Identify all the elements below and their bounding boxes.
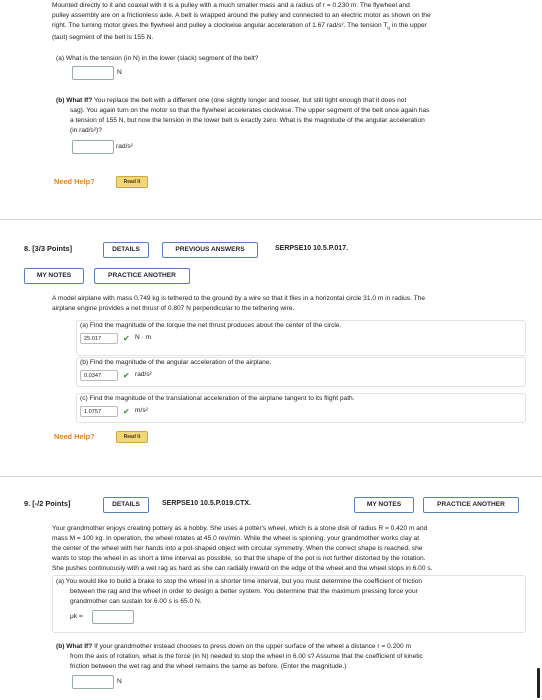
q9-part-a-prompt: (a) You would like to build a brake to stop the wheel in a shorter time interval, but you must determine the coefficient of friction between the rag and the wheel in order to design a better system. You determine that the maximum pressing force your grandmother can sustain for 6.00 s is 65.0 N. [56,578,423,605]
q8-source-id: SERPSE10 10.5.P.017. [275,245,349,252]
q9-details-button[interactable]: DETAILS [103,497,149,513]
q9-part-b-input[interactable] [72,675,114,689]
q8-part-b-prompt: (b) Find the magnitude of the angular acceleration of the airplane. [80,359,272,366]
q8-header: 8. [3/3 Points] [24,244,73,253]
q7-part-a-unit: N [117,69,122,76]
scrollbar-thumb[interactable] [537,668,540,698]
q8-practice-another-button[interactable]: PRACTICE ANOTHER [94,268,190,284]
q8-part-b-unit: rad/s² [135,371,152,378]
separator [0,219,542,220]
q7-need-help: Need Help? [54,177,95,186]
q7-part-a-input[interactable] [72,66,114,80]
q7-part-b-unit: rad/s² [116,143,133,150]
q8-part-b-answer-field[interactable]: 0.0347 [80,370,118,381]
q7-part-a-prompt: (a) What is the tension (in N) in the lower (slack) segment of the belt? [56,55,259,62]
q9-problem-text: Your grandmother enjoys creating pottery as a hobby. She uses a potter's wheel, which is a stone disk of radius R = 0.420 m and mass M = 100 kg. In operation, the wheel rotates at 45.0 rev/min. While the wheel is spinning, your grandmother works clay at the center of the wheel with her hands into a pot-shaped object with circular symmetry. When the correct shape is reached, she wants to stop the wheel in as short a time interval as possible, so that the shape of the pot is not further distorted by the rotation. She pushes continuously with a wet rag as hard as she can radially inward on the edge of the wheel and the wheel stops in 6.00 s. [52,525,433,572]
q7-part-b-input[interactable] [72,140,114,154]
q8-part-c-answer-field[interactable]: 1.0757 [80,406,118,417]
q8-part-a-answer-field[interactable]: 25.017 [80,333,118,344]
q7-read-it-button[interactable]: Read It [116,176,148,188]
q8-details-button[interactable]: DETAILS [103,242,149,258]
q8-part-a-prompt: (a) Find the magnitude of the torque the net thrust produces about the center of the circle. [80,322,342,329]
q8-read-it-button[interactable]: Read It [116,431,148,443]
q8-part-a-unit: N · m [135,334,152,341]
q8-problem-text: A model airplane with mass 0.749 kg is tethered to the ground by a wire so that it flies in a horizontal circle 31.0 m in radius. The airplane engine provides a net thrust of 0.807 N perpendicular to the tethering wire. [52,295,425,312]
q8-my-notes-button[interactable]: MY NOTES [24,268,84,284]
check-icon: ✔ [123,334,130,343]
check-icon: ✔ [123,371,130,380]
check-icon: ✔ [123,407,130,416]
q7-part-b-prompt: (b) What If? You replace the belt with a different one (one slightly longer and looser, but still tight enough that it does not sag). You again turn on the motor so that the flywheel accelerates clockwise. The upper segment of the belt once again has a tension of 155 N, but now the tension in the lower belt is exactly zero. What is the magnitude of the angular acceleration (in rad/s²)? [56,97,430,134]
q9-mu-label: μk = [70,613,83,620]
q8-part-c-unit: m/s² [135,407,148,414]
q8-need-help: Need Help? [54,432,95,441]
q7-intro: Mounted directly to it and coaxial with it is a pulley with a much smaller mass and a radius of r = 0.230 m. The flywheel and pulley assembly are on a frictionless axle. A belt is wrapped around the pulley and connected to an electric motor as shown on the right. The turning motor gives the flywheel and pulley a clockwise angular acceleration of 1.67 rad/s². The tension $T_u$ in the upper (taut) segment of the belt is 155 N. [52,2,431,42]
q9-part-a-input[interactable] [92,610,134,624]
q8-part-c-prompt: (c) Find the magnitude of the translational acceleration of the airplane tangent to its flight path. [80,395,355,402]
q9-header: 9. [-/2 Points] [24,499,71,508]
q9-my-notes-button[interactable]: MY NOTES [354,497,414,513]
q9-part-b-unit: N [117,678,122,685]
q9-part-b-prompt: (b) What If? If your grandmother instead chooses to press down on the upper surface of the wheel a distance r = 0.200 m from the axis of rotation, what is the force (in N) needed to stop the wheel in 6.00 s? Assume that the coefficient of kinetic friction between the wet rag and the wheel remains the same as before. (Enter the magnitude.) [56,643,423,670]
separator [0,476,542,477]
q8-previous-answers-button[interactable]: PREVIOUS ANSWERS [162,242,258,258]
q9-source-id: SERPSE10 10.5.P.019.CTX. [162,500,251,507]
q9-practice-another-button[interactable]: PRACTICE ANOTHER [423,497,519,513]
